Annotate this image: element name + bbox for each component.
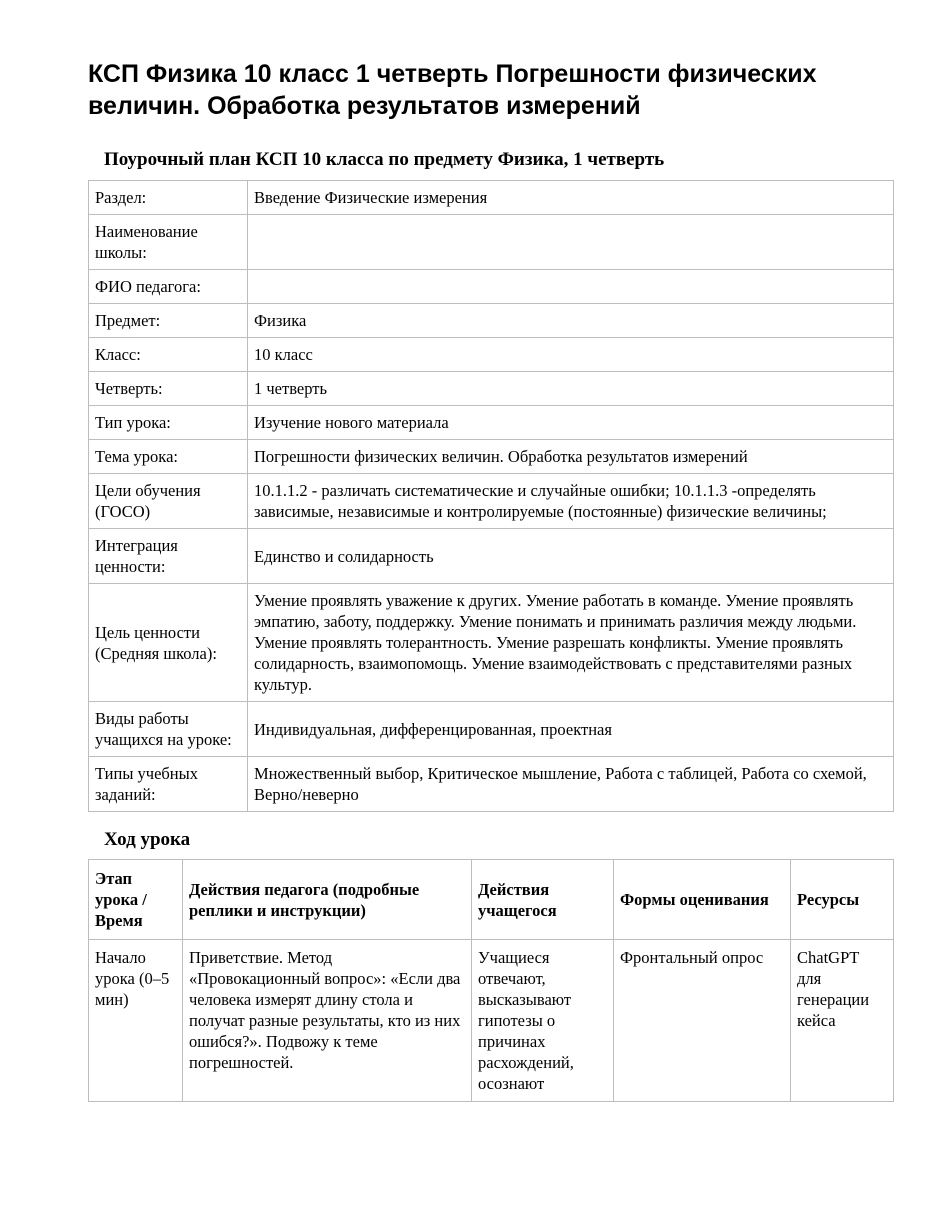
table-row	[89, 181, 894, 215]
info-value: 10 класс	[248, 338, 894, 372]
info-label: Предмет:	[89, 304, 248, 338]
column-header: Действия учащегося	[472, 860, 614, 940]
info-value	[248, 215, 894, 270]
table-cell: Фронтальный опрос	[614, 940, 791, 1102]
info-label: Интеграция ценности:	[89, 529, 248, 584]
table-row	[89, 940, 894, 1102]
info-value: Индивидуальная, дифференцированная, проектная	[248, 702, 894, 757]
lesson-heading: Ход урока	[104, 829, 191, 850]
info-value	[248, 270, 894, 304]
lesson-info-table	[88, 180, 894, 812]
document-title: КСП Физика 10 класс 1 четверть Погрешности физических величин. Обработка результатов измерений	[88, 60, 817, 120]
column-header: Формы оценивания	[614, 860, 791, 940]
table-header-row	[89, 860, 894, 940]
info-label: Четверть:	[89, 372, 248, 406]
table-row	[89, 702, 894, 757]
info-value: Множественный выбор, Критическое мышление, Работа с таблицей, Работа со схемой, Верно/неверно	[248, 757, 894, 812]
table-row	[89, 406, 894, 440]
info-value: Введение Физические измерения	[248, 181, 894, 215]
info-value: Единство и солидарность	[248, 529, 894, 584]
info-value: Изучение нового материала	[248, 406, 894, 440]
table-row	[89, 440, 894, 474]
table-row	[89, 338, 894, 372]
info-value: 1 четверть	[248, 372, 894, 406]
info-label: Типы учебных заданий:	[89, 757, 248, 812]
info-label: Цели обучения (ГОСО)	[89, 474, 248, 529]
info-label: Тип урока:	[89, 406, 248, 440]
info-value: 10.1.1.2 - различать систематические и случайные ошибки; 10.1.1.3 -определять зависимые, независимые и контролируемые (постоянные) физические величины;	[248, 474, 894, 529]
table-row	[89, 304, 894, 338]
info-value: Погрешности физических величин. Обработка результатов измерений	[248, 440, 894, 474]
column-header: Ресурсы	[791, 860, 894, 940]
table-row	[89, 215, 894, 270]
table-cell: Начало урока (0–5 мин)	[89, 940, 183, 1102]
document-page	[88, 58, 893, 1102]
plan-heading: Поурочный план КСП 10 класса по предмету Физика, 1 четверть	[104, 149, 665, 170]
table-row	[89, 372, 894, 406]
table-cell: ChatGPT для генерации кейса	[791, 940, 894, 1102]
info-label: Виды работы учащихся на уроке:	[89, 702, 248, 757]
table-row	[89, 529, 894, 584]
info-value: Физика	[248, 304, 894, 338]
lesson-flow-table	[88, 859, 894, 1102]
table-row	[89, 270, 894, 304]
column-header: Действия педагога (подробные реплики и инструкции)	[183, 860, 472, 940]
info-label: Цель ценности (Средняя школа):	[89, 584, 248, 702]
info-label: Наименование школы:	[89, 215, 248, 270]
info-label: Раздел:	[89, 181, 248, 215]
table-cell: Приветствие. Метод «Провокационный вопрос»: «Если два человека измерят длину стола и получат разные результаты, кто из них ошибся?». Подвожу к теме погрешностей.	[183, 940, 472, 1102]
info-value: Умение проявлять уважение к других. Умение работать в команде. Умение проявлять эмпатию, заботу, поддержку. Умение понимать и принимать различия между людьми. Умение проявлять толерантность. Умение разрешать конфликты. Умение проявлять солидарность, взаимопомощь. Умение взаимодействовать с представителями разных культур.	[248, 584, 894, 702]
table-row	[89, 474, 894, 529]
info-label: Класс:	[89, 338, 248, 372]
info-label: Тема урока:	[89, 440, 248, 474]
info-label: ФИО педагога:	[89, 270, 248, 304]
column-header: Этап урока / Время	[89, 860, 183, 940]
table-row	[89, 757, 894, 812]
table-cell: Учащиеся отвечают, высказывают гипотезы о причинах расхождений, осознают	[472, 940, 614, 1102]
table-row	[89, 584, 894, 702]
